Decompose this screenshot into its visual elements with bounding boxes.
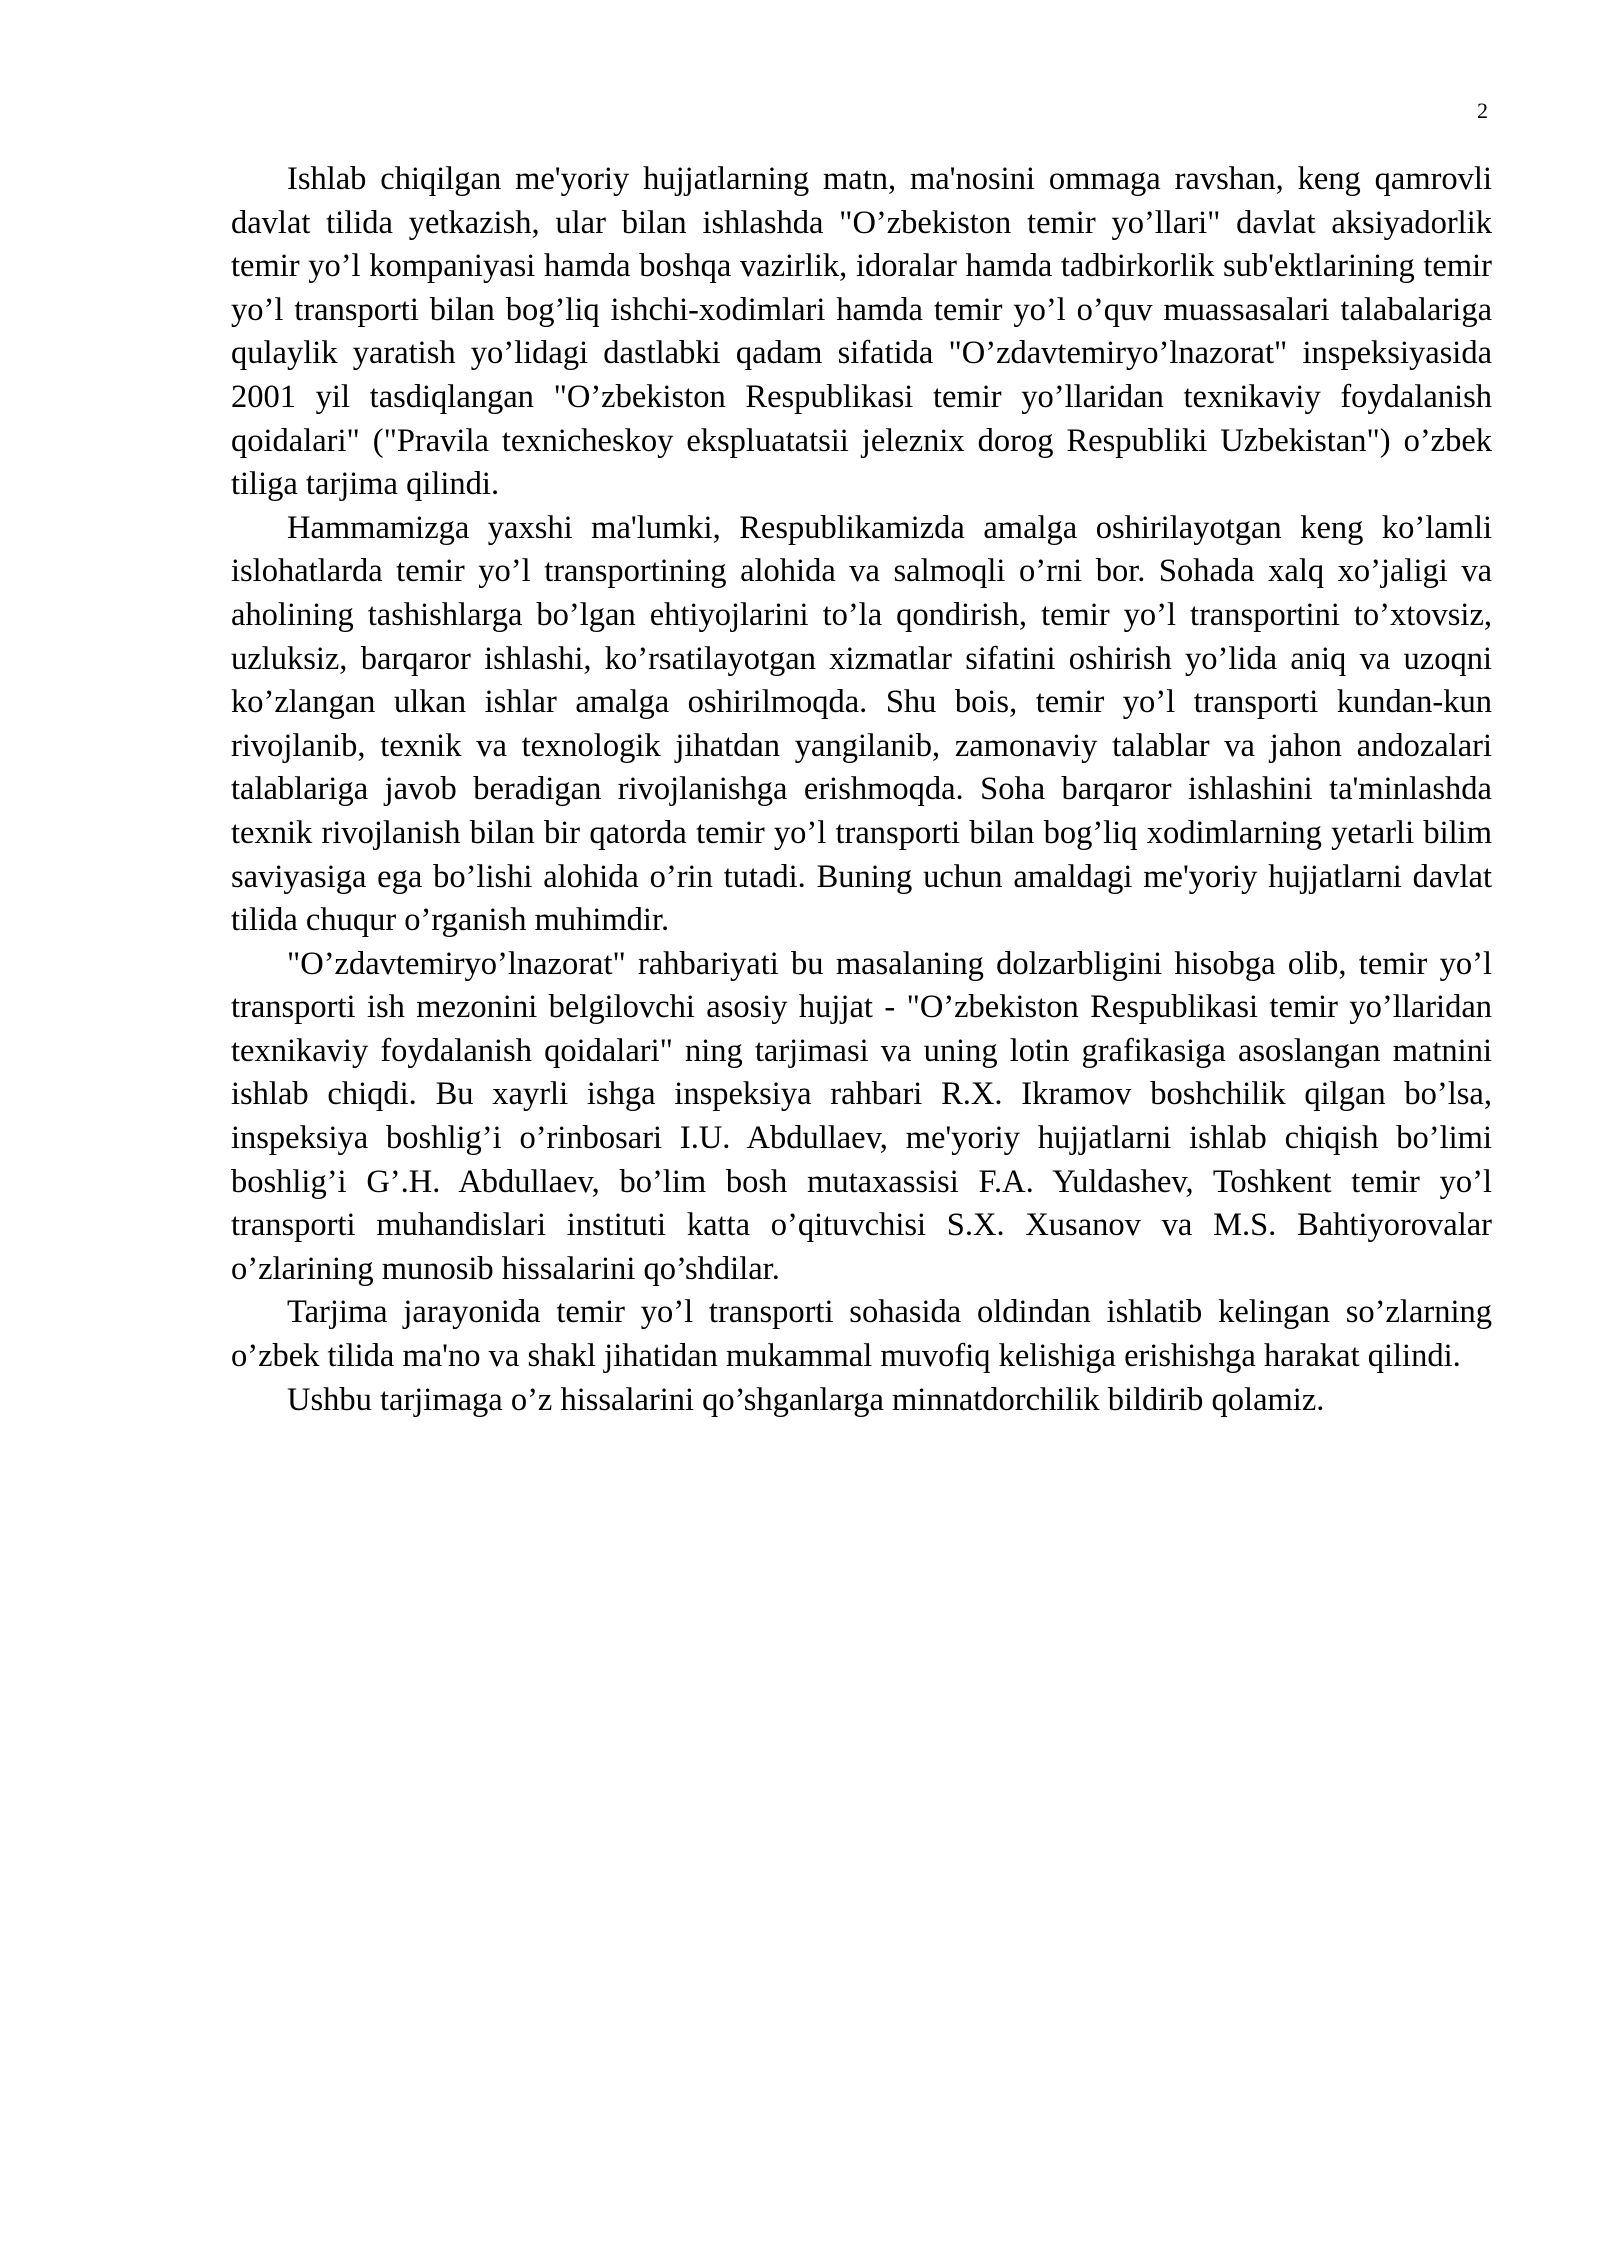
page-number: 2 [1477, 98, 1488, 123]
paragraph-translation-process: Tarjima jarayonida temir yo’l transporti sohasida oldindan ishlatib kelingan so’zlarning o’zbek tilida ma'no va shakl jihatidan mukammal muvofiq kelishiga erishishga harakat qilindi. [231, 1294, 1492, 1375]
paragraph-contributors: "O’zdavtemiryo’lnazorat" rahbariyati bu masalaning dolzarbligini hisobga olib, temir yo’l transporti ish mezonini belgilovchi asosiy hujjat - "O’zbekiston Respublikasi temir yo’llaridan texnikaviy foydalanish qoidalari" ning tarjimasi va uning lotin grafikasiga asoslangan matnini ishlab chiqdi. Bu xayrli ishga inspeksiya rahbari R.X. Ikramov boshchilik qilgan bo’lsa, inspeksiya boshlig’i o’rinbosari I.U. Abdullaev, me'yoriy hujjatlarni ishlab chiqish bo’limi boshlig’i G’.H. Abdullaev, bo’lim bosh mutaxassisi F.A. Yuldashev, Toshkent temir yo’l transporti muhandislari instituti katta o’qituvchisi S.X. Xusanov va M.S. Bahtiyorovalar o’zlarining munosib hissalarini qo’shdilar. [231, 945, 1492, 1287]
paragraph-reforms: Hammamizga yaxshi ma'lumki, Respublikamizda amalga oshirilayotgan keng ko’lamli islohatlarda temir yo’l transportining alohida va salmoqli o’rni bor. Sohada xalq xo’jaligi va aholining tashishlarga bo’lgan ehtiyojlarini to’la qondirish, temir yo’l transportini to’xtovsiz, uzluksiz, barqaror ishlashi, ko’rsatilayotgan xizmatlar sifatini oshirish yo’lida aniq va uzoqni ko’zlangan ulkan ishlar amalga oshirilmoqda. Shu bois, temir yo’l transporti kundan-kun rivojlanib, texnik va texnologik jihatdan yangilanib, zamonaviy talablar va jahon andozalari talablariga javob beradigan rivojlanishga erishmoqda. Soha barqaror ishlashini ta'minlashda texnik rivojlanish bilan bir qatorda temir yo’l transporti bilan bog’liq xodimlarning yetarli bilim saviyasiga ega bo’lishi alohida o’rin tutadi. Buning uchun amaldagi me'yoriy hujjatlarni davlat tilida chuqur o’rganish muhimdir. [231, 509, 1492, 939]
paragraph-acknowledgement: Ushbu tarjimaga o’z hissalarini qo’shganlarga minnatdorchilik bildirib qolamiz. [287, 1381, 1325, 1418]
paragraph-intro: Ishlab chiqilgan me'yoriy hujjatlarning matn, ma'nosini ommaga ravshan, keng qamrovli davlat tilida yetkazish, ular bilan ishlashda "O’zbekiston temir yo’llari" davlat aksiyadorlik temir yo’l kompaniyasi hamda boshqa vazirlik, idoralar hamda tadbirkorlik sub'ektlarining temir yo’l transporti bilan bog’liq ishchi-xodimlari hamda temir yo’l o’quv muassasalari talabalariga qulaylik yaratish yo’lidagi dastlabki qadam sifatida "O’zdavtemiryo’lnazorat" inspeksiyasida 2001 yil tasdiqlangan "O’zbekiston Respublikasi temir yo’llaridan texnikaviy foydalanish qoidalari" ("Pravila texnicheskoy ekspluatatsii jeleznix dorog Respubliki Uzbekistan") o’zbek tiliga tarjima qilindi. [231, 161, 1492, 503]
document-body [231, 158, 1492, 1422]
